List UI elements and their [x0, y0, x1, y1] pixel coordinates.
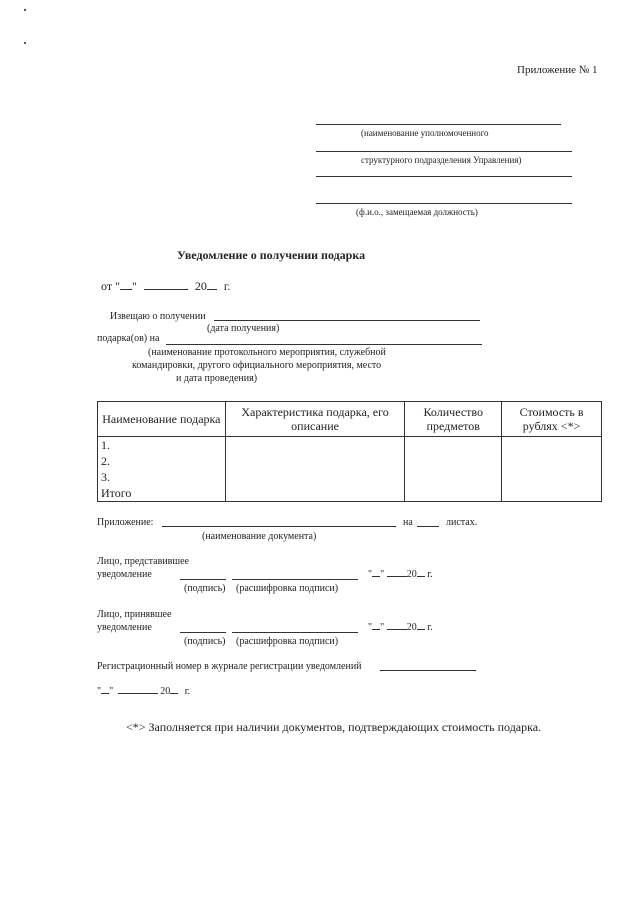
registration-number-line: [380, 670, 476, 671]
header-quantity: Количество предметов: [405, 402, 502, 437]
date-year-blank: [207, 289, 217, 290]
scan-speck: [24, 42, 26, 44]
submitter-label-2: уведомление: [97, 569, 152, 580]
gift-description-cell[interactable]: [225, 437, 405, 502]
date-day-blank: [120, 289, 132, 290]
receiver-year-blank: [417, 629, 425, 630]
submitter-month-blank: [387, 576, 407, 577]
row-total-label: Итого: [101, 486, 132, 500]
registration-date: " " 20 г.: [97, 686, 191, 697]
date-prefix: от ": [101, 279, 120, 293]
header-gift-description: Характеристика подарка, его описание: [225, 402, 405, 437]
table-header-row: [98, 402, 602, 437]
submitter-sign-line: [180, 579, 226, 580]
receiver-sign-line: [180, 632, 226, 633]
notify-text: Извещаю о получении: [110, 311, 206, 322]
date-line: [101, 279, 230, 294]
registration-month-blank: [118, 693, 158, 694]
notify-date-line: [214, 320, 480, 321]
gifts-table: [97, 401, 602, 502]
submitter-label-1: Лицо, представившее: [97, 556, 189, 567]
cost-cell[interactable]: [502, 437, 602, 502]
event-caption-2: командировки, другого официального мероприятия, место: [132, 360, 382, 371]
notify-date-caption: (дата получения): [207, 323, 280, 334]
row-1-label: 1.: [101, 438, 110, 452]
receiver-day-blank: [372, 629, 380, 630]
receiver-sign-caption: (подпись): [184, 636, 226, 647]
date-sep: ": [131, 279, 137, 293]
attachment-label: Приложение:: [97, 517, 154, 528]
recipient-line-1: [316, 124, 561, 125]
receiver-name-line: [232, 632, 358, 633]
gift-prefix: подарка(ов) на: [97, 333, 160, 344]
date-suffix: г.: [223, 279, 231, 293]
event-caption-1: (наименование протокольного мероприятия, служебной: [148, 347, 386, 358]
receiver-date: " " 20 г.: [368, 622, 433, 633]
document-title: Уведомление о получении подарка: [177, 248, 366, 262]
submitter-year-blank: [417, 576, 425, 577]
row-2-label: 2.: [101, 454, 110, 468]
registration-year-blank: [170, 693, 178, 694]
registration-day-blank: [101, 693, 109, 694]
recipient-caption-2: структурного подразделения Управления): [361, 155, 522, 165]
date-month-blank: [144, 289, 188, 290]
recipient-caption-1: (наименование уполномоченного: [361, 128, 489, 138]
recipient-caption-4: (ф.и.о., замещаемая должность): [356, 207, 478, 217]
appendix-label: Приложение № 1: [517, 64, 598, 76]
footnote: <*> Заполняется при наличии документов, подтверждающих стоимость подарка.: [126, 720, 542, 734]
header-gift-name: Наименование подарка: [98, 402, 226, 437]
receiver-label-2: уведомление: [97, 622, 152, 633]
recipient-line-3: [316, 176, 572, 177]
row-3-label: 3.: [101, 470, 110, 484]
header-cost: Стоимость в рублях <*>: [502, 402, 602, 437]
submitter-sign-caption: (подпись): [184, 583, 226, 594]
submitter-day-blank: [372, 576, 380, 577]
gift-event-line: [166, 344, 482, 345]
receiver-name-caption: (расшифровка подписи): [236, 636, 339, 647]
gift-name-cell[interactable]: [98, 437, 226, 502]
receiver-month-blank: [387, 629, 407, 630]
submitter-date: " " 20 г.: [368, 569, 433, 580]
date-year: 20: [194, 279, 207, 293]
receiver-label-1: Лицо, принявшее: [97, 609, 172, 620]
attachment-pages-line: [417, 526, 439, 527]
scan-speck: [24, 9, 26, 11]
table-body-row: [98, 437, 602, 502]
recipient-line-4: [316, 203, 572, 204]
attachment-suffix: листах.: [446, 517, 478, 528]
attachment-doc-line: [162, 526, 396, 527]
attachment-mid: на: [403, 517, 413, 528]
event-caption-3: и дата проведения): [176, 373, 258, 384]
registration-label: Регистрационный номер в журнале регистрации уведомлений: [97, 661, 362, 672]
submitter-name-line: [232, 579, 358, 580]
quantity-cell[interactable]: [405, 437, 502, 502]
submitter-name-caption: (расшифровка подписи): [236, 583, 339, 594]
attachment-caption: (наименование документа): [202, 531, 317, 542]
recipient-line-2: [316, 151, 572, 152]
